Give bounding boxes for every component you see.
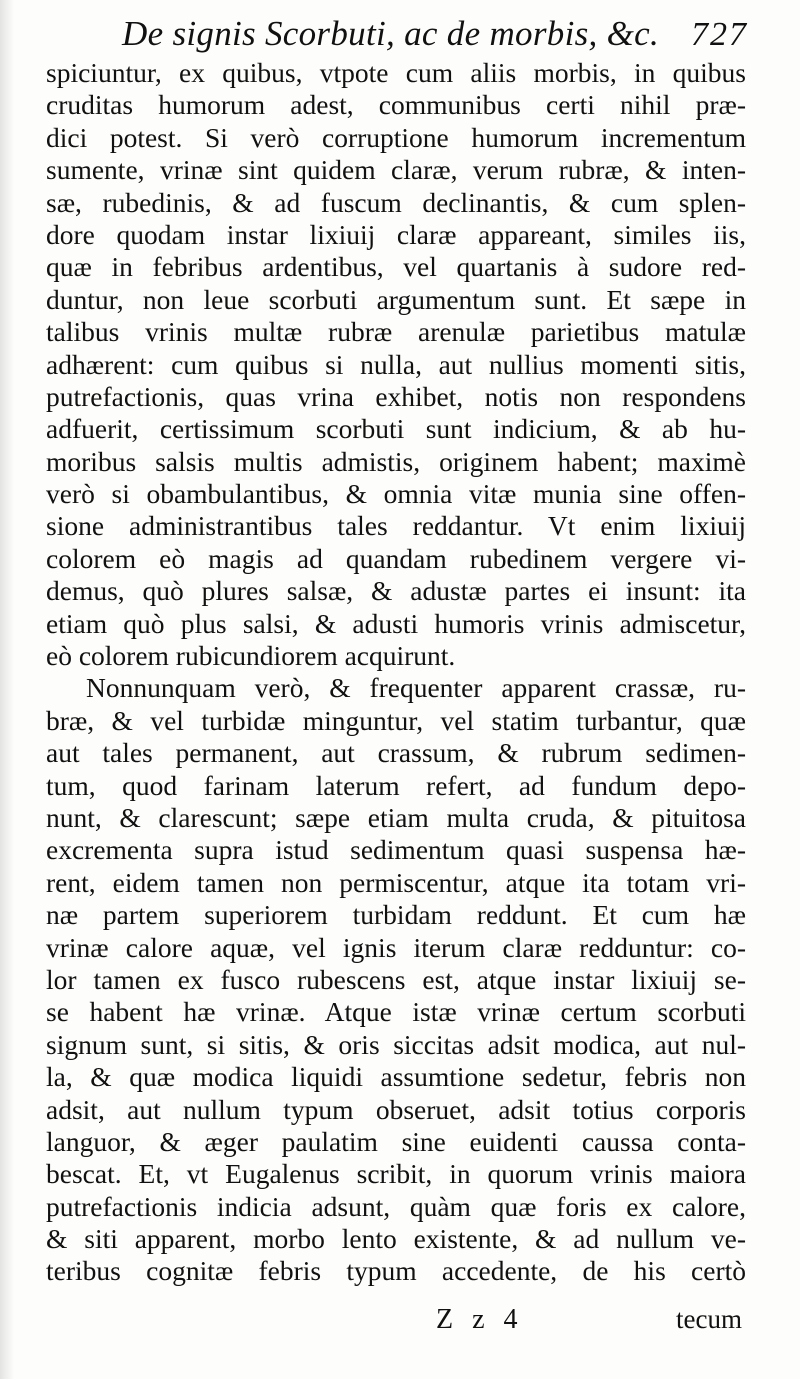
text-line: se habent hæ vrinæ. Atque istæ vrinæ certum scorbuti <box>46 996 746 1028</box>
signature-mark: Z z 4 <box>436 1304 524 1335</box>
text-line: verò si obambulantibus, & omnia vitæ munia sine offen- <box>46 478 746 510</box>
text-line: duntur, non leue scorbuti argumentum sunt. Et sæpe in <box>46 283 746 315</box>
page-footer <box>0 1300 800 1340</box>
text-line: cruditas humorum adest, communibus certi nihil præ- <box>46 89 746 121</box>
text-line: la, & quæ modica liquidi assumtione sedetur, febris non <box>46 1061 746 1093</box>
text-line: bræ, & vel turbidæ minguntur, vel statim turbantur, quæ <box>46 704 746 736</box>
text-line: nunt, & clarescunt; sæpe etiam multa cruda, & pituitosa <box>46 801 746 833</box>
text-line: signum sunt, si sitis, & oris siccitas adsit modica, aut nul- <box>46 1028 746 1060</box>
text-line: næ partem superiorem turbidam reddunt. Et cum hæ <box>46 899 746 931</box>
text-line: sæ, rubedinis, & ad fuscum declinantis, & cum splen- <box>46 186 746 218</box>
text-line: lor tamen ex fusco rubescens est, atque instar lixiuij se- <box>46 963 746 995</box>
text-line: tum, quod farinam laterum refert, ad fundum depo- <box>46 769 746 801</box>
text-line: bescat. Et, vt Eugalenus scribit, in quorum vrinis maiora <box>46 1158 746 1190</box>
text-line: adhærent: cum quibus si nulla, aut nullius momenti sitis, <box>46 348 746 380</box>
text-line: adsit, aut nullum typum obseruet, adsit totius corporis <box>46 1093 746 1125</box>
paragraph-1 <box>46 57 746 672</box>
text-line: talibus vrinis multæ rubræ arenulæ parietibus matulæ <box>46 316 746 348</box>
text-line: dore quodam instar lixiuij claræ appareant, similes iis, <box>46 218 746 250</box>
text-line: Nonnunquam verò, & frequenter apparent crassæ, ru- <box>86 672 746 704</box>
text-line: teribus cognitæ febris typum accedente, de his certò <box>46 1255 746 1287</box>
catchword: tecum <box>676 1304 742 1334</box>
body-text <box>46 57 746 1288</box>
text-line: & siti apparent, morbo lento existente, & ad nullum ve- <box>46 1223 746 1255</box>
text-line: adfuerit, certissimum scorbuti sunt indicium, & ab hu- <box>46 413 746 445</box>
text-line: spiciuntur, ex quibus, vtpote cum aliis morbis, in quibus <box>46 57 746 88</box>
text-line: colorem eò magis ad quandam rubedinem vergere vi- <box>46 542 746 574</box>
running-head: De signis Scorbuti, ac de morbis, &c. <box>122 14 660 53</box>
text-line: dici potest. Si verò corruptione humorum incrementum <box>46 121 746 153</box>
text-line: etiam quò plus salsi, & adusti humoris vrinis admiscetur, <box>46 607 746 639</box>
text-line: eò colorem rubicundiorem acquirunt. <box>46 640 456 672</box>
page-edge-shadow <box>0 0 14 1379</box>
page-header <box>0 8 800 58</box>
text-line: vrinæ calore aquæ, vel ignis iterum claræ redduntur: co- <box>46 931 746 963</box>
text-line: demus, quò plures salsæ, & adustæ partes ei insunt: ita <box>46 575 746 607</box>
text-line: aut tales permanent, aut crassum, & rubrum sedimen- <box>46 737 746 769</box>
text-line: sione administrantibus tales reddantur. Vt enim lixiuij <box>46 510 746 542</box>
text-line: putrefactionis, quas vrina exhibet, notis non respondens <box>46 380 746 412</box>
text-line: sumente, vrinæ sint quidem claræ, verum rubræ, & inten- <box>46 154 746 186</box>
text-line: excrementa supra istud sedimentum quasi suspensa hæ- <box>46 834 746 866</box>
text-line: moribus salsis multis admistis, originem habent; maximè <box>46 445 746 477</box>
text-line: quæ in febribus ardentibus, vel quartanis à sudore red- <box>46 251 746 283</box>
text-line: languor, & æger paulatim sine euidenti caussa conta- <box>46 1125 746 1157</box>
paragraph-2 <box>46 672 746 1287</box>
text-line: putrefactionis indicia adsunt, quàm quæ foris ex calore, <box>46 1190 746 1222</box>
page-number: 727 <box>691 16 748 53</box>
text-line: rent, eidem tamen non permiscentur, atque ita totam vri- <box>46 866 746 898</box>
